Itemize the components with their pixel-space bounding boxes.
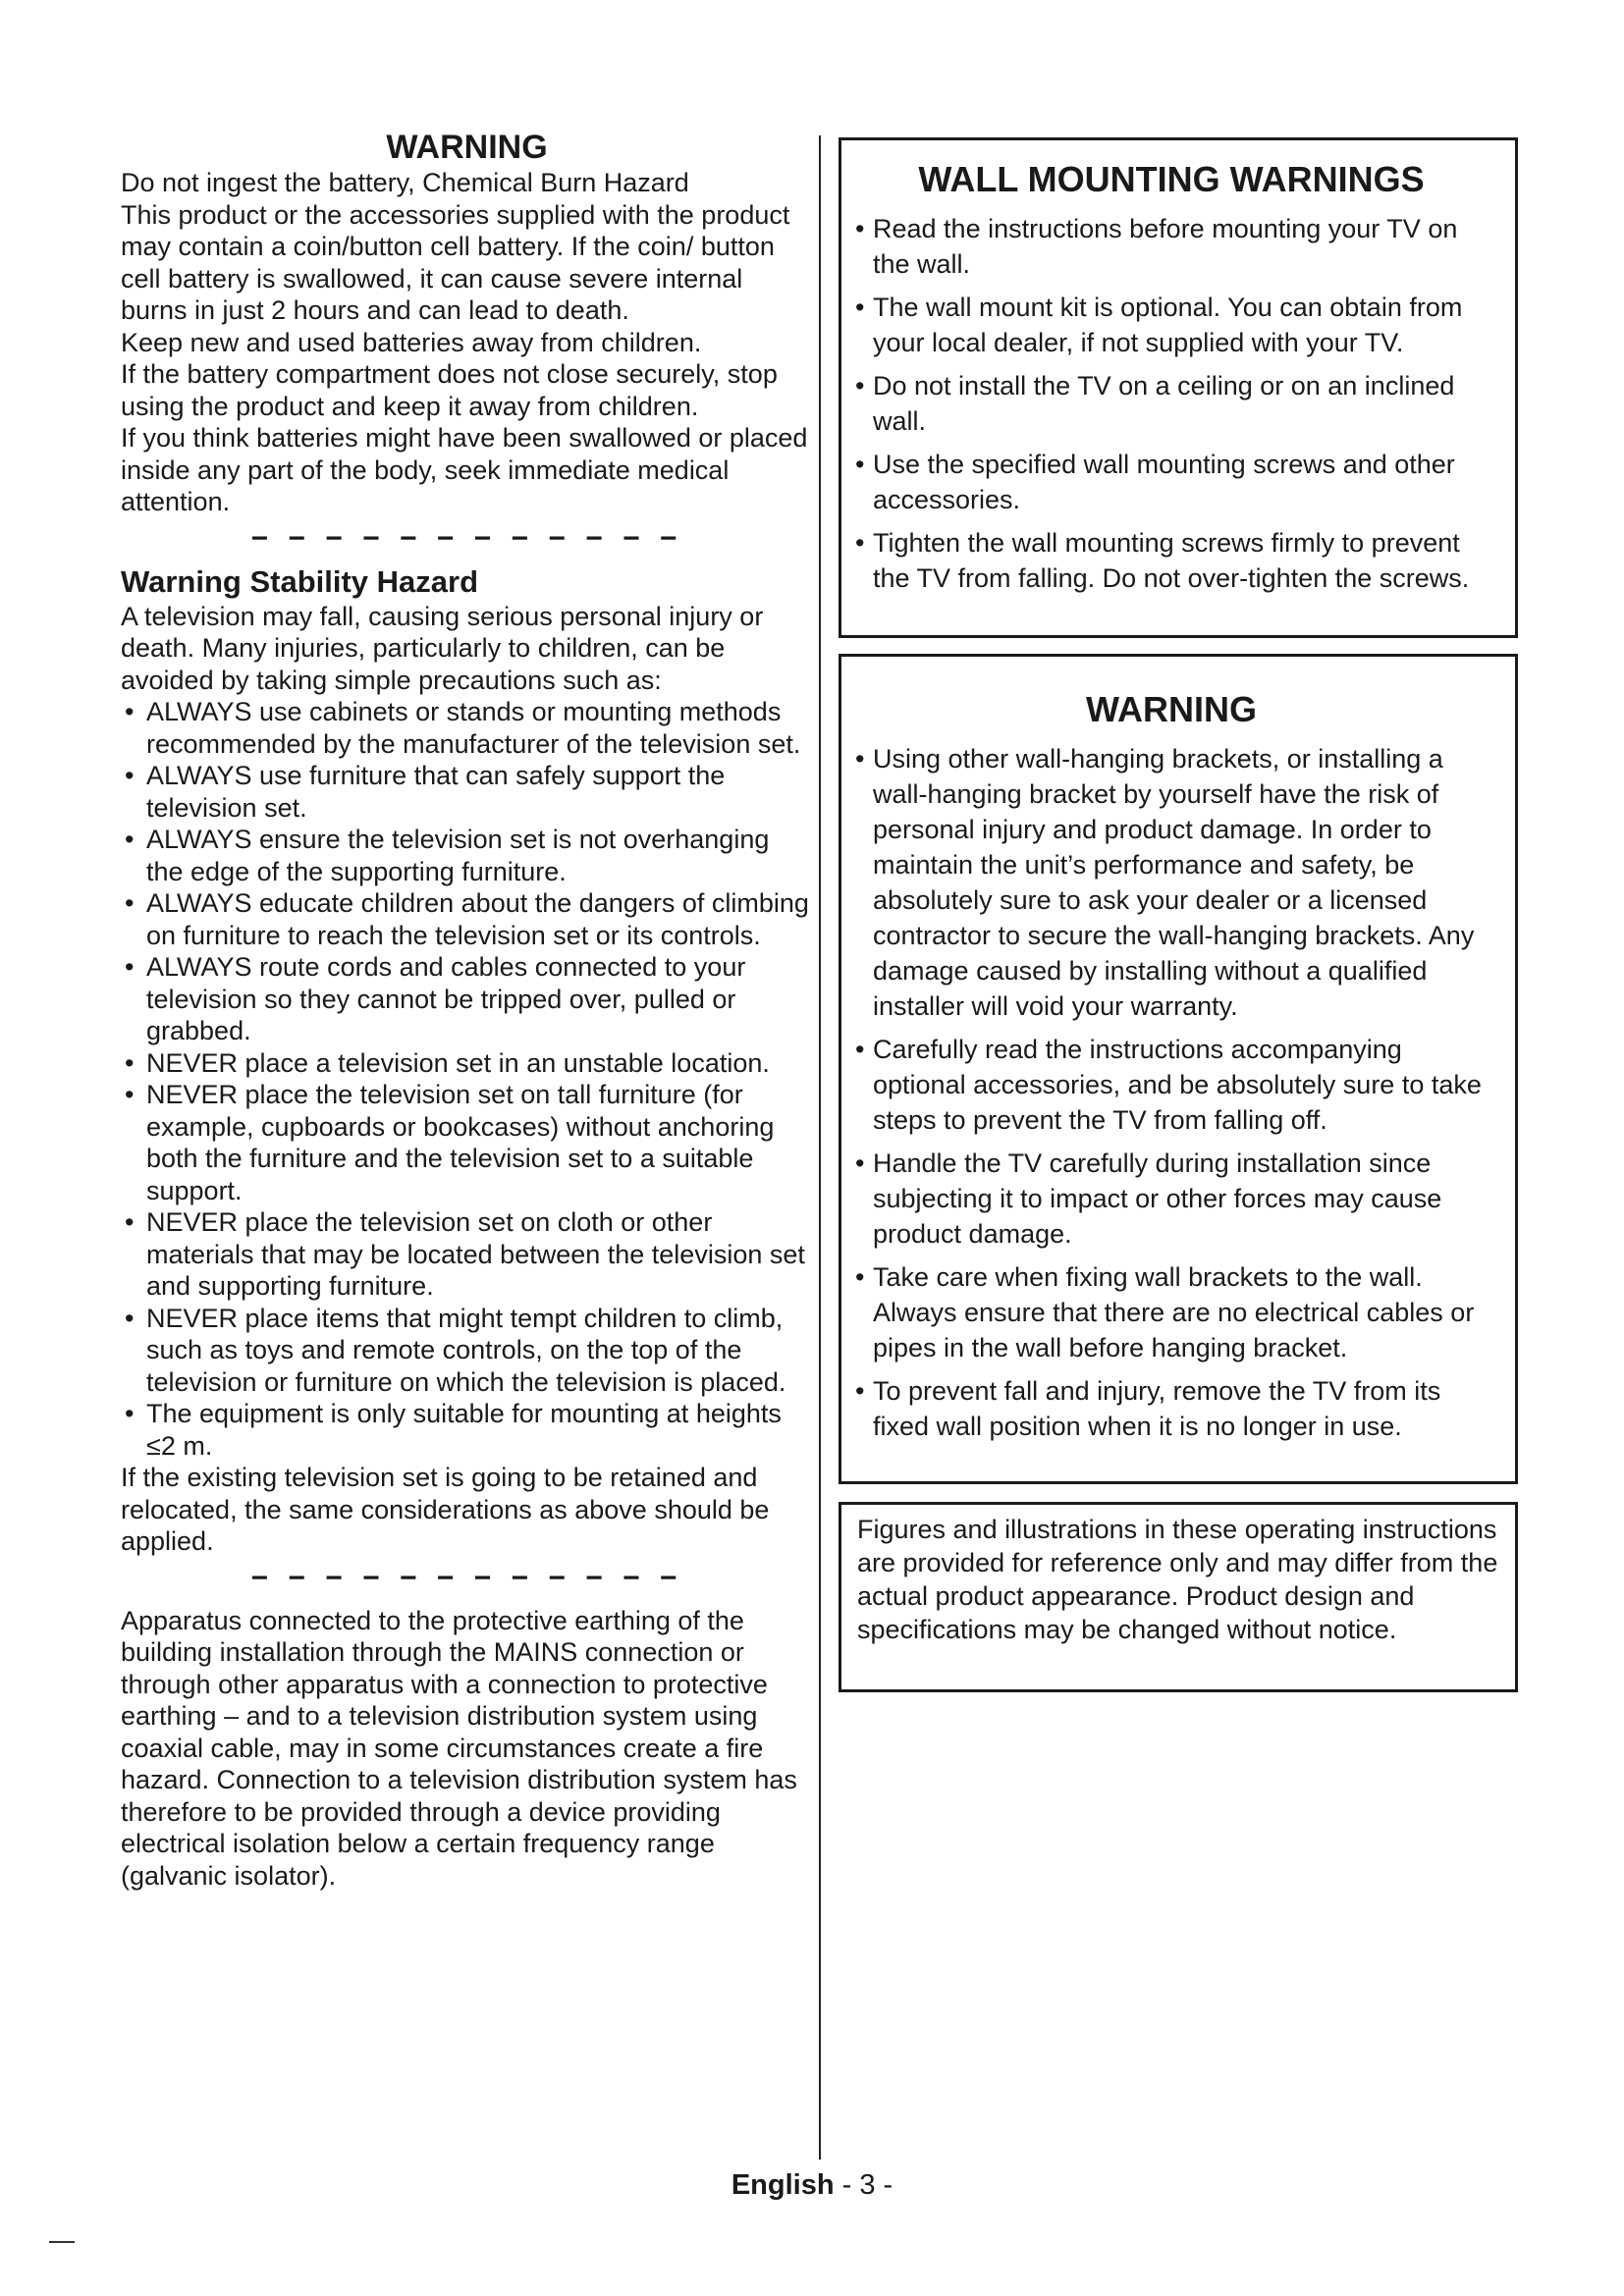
list-item: • ALWAYS route cords and cables connected to your television so they cannot be tripped over, pulled or grabbed. [125, 952, 746, 1045]
wall-mounting-bullet-list [845, 211, 1497, 596]
bullet-icon: • [125, 1303, 135, 1333]
list-item: • ALWAYS ensure the television set is not overhanging the edge of the supporting furniture. [125, 825, 770, 886]
list-item: • Using other wall-hanging brackets, or installing a wall-hanging bracket by yourself have the risk of personal injury and product damage. In order to maintain the unit’s performance and safety, be absolutely sure to ask your dealer or a licensed contractor to secure the wall-hanging brackets. Any damage caused by installing without a qualified installer will void your warranty. [845, 741, 1497, 1024]
bullet-icon: • [125, 697, 135, 726]
figures-disclaimer-box [839, 1502, 1518, 1692]
bullet-icon: • [125, 952, 135, 982]
bullet-icon: • [855, 744, 865, 774]
bullet-icon: • [125, 1399, 135, 1428]
list-item: • Do not install the TV on a ceiling or on an inclined wall. [845, 368, 1497, 439]
bullet-icon: • [855, 450, 865, 479]
page-footer [0, 2169, 1624, 2202]
column-divider [819, 135, 821, 2160]
battery-paragraph: Do not ingest the battery, Chemical Burn Hazard [121, 168, 689, 197]
list-item: • Read the instructions before mounting your TV on the wall. [845, 211, 1497, 282]
left-column [121, 128, 813, 1892]
earthing-paragraph: Apparatus connected to the protective earthing of the building installation through the MAINS connection or through other apparatus with a connection to protective earthing – and to a television distribution system using coaxial cable, may in some circumstances create a fire hazard. Connection to a television distribution system has therefore to be provided through a device providing electrical isolation below a certain frequency range (galvanic isolator). [121, 1605, 797, 1891]
stability-bullet-list [121, 696, 813, 1462]
list-item: • NEVER place a television set in an unstable location. [125, 1047, 770, 1078]
list-item: • To prevent fall and injury, remove the TV from its fixed wall position when it is no longer in use. [845, 1373, 1497, 1444]
stability-hazard-title: Warning Stability Hazard [121, 563, 479, 599]
bracket-warning-box [839, 654, 1518, 1484]
section-separator: − − − − − − − − − − − − [250, 1561, 683, 1594]
list-item: • NEVER place items that might tempt children to climb, such as toys and remote controls, on the top of the television or furniture on which the television is placed. [125, 1303, 786, 1397]
bullet-icon: • [855, 1262, 865, 1292]
list-item: • NEVER place the television set on cloth or other materials that may be located between the television set and supporting furniture. [125, 1207, 805, 1301]
list-item: • Use the specified wall mounting screws and other accessories. [845, 447, 1497, 517]
page-number: - 3 - [841, 2169, 893, 2201]
battery-paragraph: This product or the accessories supplied with the product may contain a coin/button cell battery. If the coin/ button cell battery is swallowed, it can cause severe internal burns in just 2 hours and can lead to death. [121, 199, 790, 325]
list-item: • ALWAYS use cabinets or stands or mounting methods recommended by the manufacturer of the television set. [125, 697, 801, 759]
list-item: • ALWAYS use furniture that can safely support the television set. [125, 761, 726, 823]
bracket-warning-bullet-list [845, 741, 1497, 1444]
section-separator: − − − − − − − − − − − − [250, 521, 683, 555]
battery-paragraph: If the battery compartment does not close securely, stop using the product and keep it away from children. [121, 359, 778, 421]
list-item: • Handle the TV carefully during installation since subjecting it to impact or other forces may cause product damage. [845, 1146, 1497, 1252]
list-item: • The equipment is only suitable for mounting at heights ≤2 m. [125, 1399, 782, 1461]
footer-language: English [731, 2169, 835, 2201]
corner-mark [49, 2241, 75, 2243]
bullet-icon: • [855, 528, 865, 558]
bullet-icon: • [855, 293, 865, 322]
bracket-warning-title: WARNING [1086, 689, 1257, 729]
bullet-icon: • [125, 1207, 135, 1237]
bullet-icon: • [855, 1376, 865, 1406]
battery-warning-title: WARNING [386, 129, 548, 166]
list-item: • Carefully read the instructions accompanying optional accessories, and be absolutely sure to take steps to prevent the TV from falling off. [845, 1032, 1497, 1138]
bullet-icon: • [855, 371, 865, 400]
list-item: • The wall mount kit is optional. You can obtain from your local dealer, if not supplied with your TV. [845, 290, 1497, 360]
list-item: • Take care when fixing wall brackets to the wall. Always ensure that there are no electrical cables or pipes in the wall before hanging bracket. [845, 1259, 1497, 1365]
list-item: • ALWAYS educate children about the dangers of climbing on furniture to reach the television set or its controls. [125, 888, 809, 950]
list-item: • NEVER place the television set on tall furniture (for example, cupboards or bookcases) without anchoring both the furniture and the television set to a suitable support. [125, 1080, 775, 1205]
stability-outro: If the existing television set is going to be retained and relocated, the same considerations as above should be applied. [121, 1463, 770, 1556]
bullet-icon: • [855, 214, 865, 243]
bullet-icon: • [125, 825, 135, 854]
battery-paragraph: Keep new and used batteries away from children. [121, 327, 702, 357]
bullet-icon: • [125, 888, 135, 918]
wall-mounting-warnings-box [839, 137, 1518, 638]
bullet-icon: • [125, 761, 135, 790]
bullet-icon: • [125, 1047, 135, 1078]
bullet-icon: • [855, 1035, 865, 1064]
figures-disclaimer-text: Figures and illustrations in these operating instructions are provided for reference only and may differ from the actual product appearance. Product design and specifications may be changed without notice. [857, 1515, 1498, 1644]
bullet-icon: • [855, 1148, 865, 1178]
bullet-icon: • [125, 1080, 135, 1109]
list-item: • Tighten the wall mounting screws firmly to prevent the TV from falling. Do not over-tighten the screws. [845, 525, 1497, 596]
stability-intro: A television may fall, causing serious personal injury or death. Many injuries, particularly to children, can be avoided by taking simple precautions such as: [121, 601, 764, 695]
battery-paragraph: If you think batteries might have been swallowed or placed inside any part of the body, seek immediate medical attention. [121, 423, 808, 516]
wall-mounting-title: WALL MOUNTING WARNINGS [918, 159, 1425, 199]
